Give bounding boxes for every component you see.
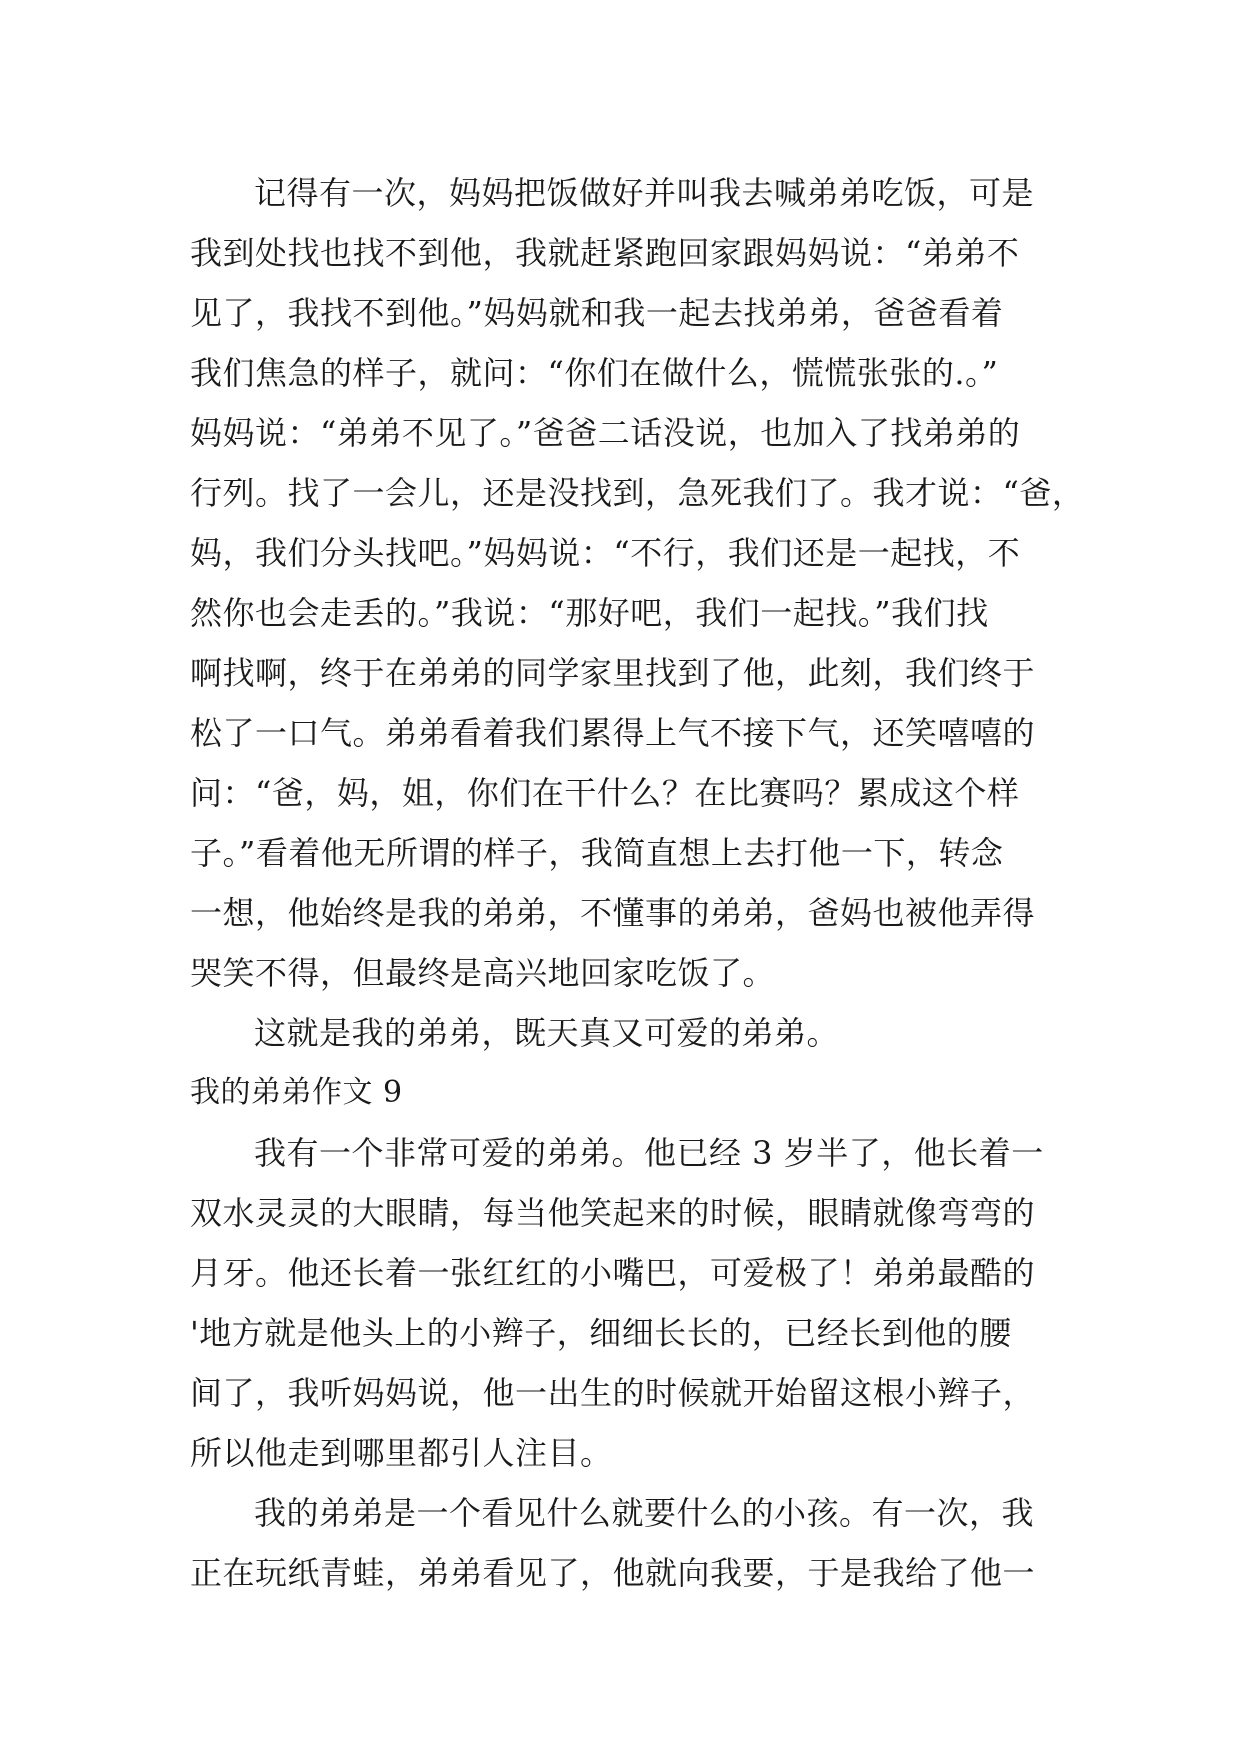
paragraph-line: 间了，我听妈妈说，他一出生的时候就开始留这根小辫子， <box>190 1374 1036 1412</box>
paragraph-line: 所以他走到哪里都引人注目。 <box>190 1434 613 1472</box>
document-page <box>190 163 1085 1603</box>
paragraph-line: 哭笑不得，但最终是高兴地回家吃饭了。 <box>190 954 776 992</box>
paragraph-line: 正在玩纸青蛙，弟弟看见了，他就向我要，于是我给了他一 <box>190 1554 1036 1592</box>
paragraph-line: 子。”看着他无所谓的样子，我简直想上去打他一下，转念 <box>190 834 1004 872</box>
paragraph-line: 行列。找了一会儿，还是没找到，急死我们了。我才说：“爸， <box>190 474 1085 512</box>
paragraph-line: 问：“爸，妈，姐，你们在干什么？在比赛吗？累成这个样 <box>190 774 1020 812</box>
paragraph-line: 我到处找也找不到他，我就赶紧跑回家跟妈妈说：“弟弟不 <box>190 234 1020 272</box>
paragraph-line: 我的弟弟是一个看见什么就要什么的小孩。有一次，我 <box>254 1494 1035 1532</box>
paragraph-line: 妈，我们分头找吧。”妈妈说：“不行，我们还是一起找，不 <box>190 534 1021 572</box>
paragraph-line: 我有一个非常可爱的弟弟。他已经 3 岁半了，他长着一 <box>254 1134 1044 1172</box>
paragraph-line: 这就是我的弟弟，既天真又可爱的弟弟。 <box>254 1014 840 1052</box>
paragraph-line: 记得有一次，妈妈把饭做好并叫我去喊弟弟吃饭，可是 <box>254 174 1035 212</box>
paragraph-line: 双水灵灵的大眼睛，每当他笑起来的时候，眼睛就像弯弯的 <box>190 1194 1036 1232</box>
paragraph-line: 妈妈说：“弟弟不见了。”爸爸二话没说，也加入了找弟弟的 <box>190 414 1021 452</box>
paragraph-line: 我们焦急的样子，就问：“你们在做什么，慌慌张张的.。” <box>190 354 999 392</box>
paragraph-line: 然你也会走丢的。”我说：“那好吧，我们一起找。”我们找 <box>190 594 989 632</box>
section-heading: 我的弟弟作文 9 <box>190 1075 403 1110</box>
paragraph-line: 松了一口气。弟弟看着我们累得上气不接下气，还笑嘻嘻的 <box>190 714 1036 752</box>
paragraph-line: '地方就是他头上的小辫子，细细长长的，已经长到他的腰 <box>190 1314 1012 1352</box>
paragraph-line: 见了，我找不到他。”妈妈就和我一起去找弟弟，爸爸看着 <box>190 294 1004 332</box>
paragraph-line: 一想，他始终是我的弟弟，不懂事的弟弟，爸妈也被他弄得 <box>190 894 1036 932</box>
paragraph-line: 月牙。他还长着一张红红的小嘴巴，可爱极了！弟弟最酷的 <box>190 1254 1036 1292</box>
paragraph-line: 啊找啊，终于在弟弟的同学家里找到了他，此刻，我们终于 <box>190 654 1036 692</box>
